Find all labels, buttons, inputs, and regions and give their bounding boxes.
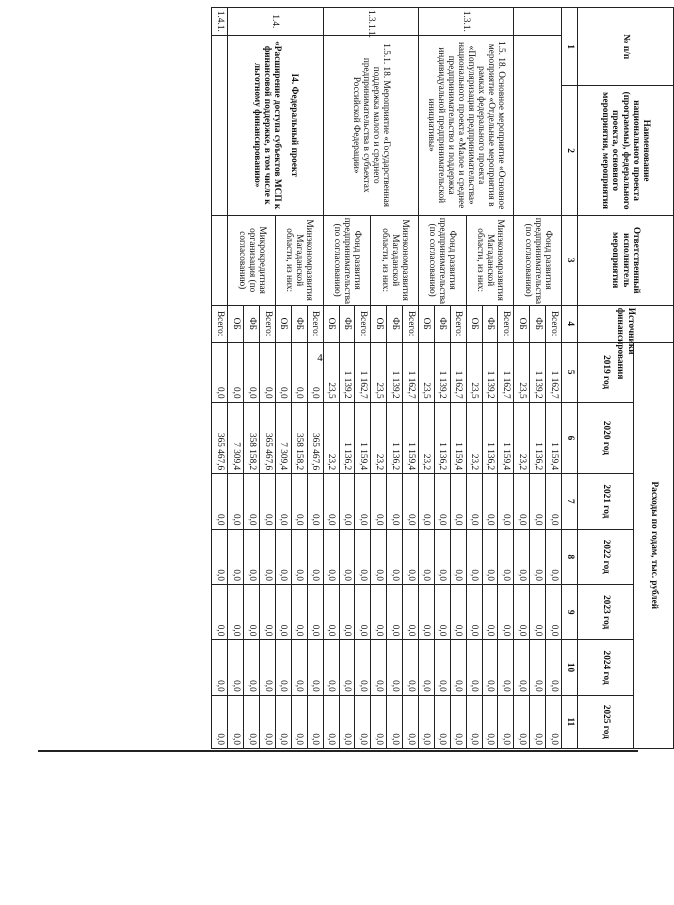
row-value: 0,0 [339,474,355,529]
row-value: 0,0 [371,474,387,529]
row-value: 0,0 [244,474,260,529]
row-value: 1 159,4 [450,402,466,474]
row-value: 0,0 [466,474,482,529]
header-year: 2024 год [578,640,634,695]
row-value: 0,0 [260,529,276,584]
row-value: 0,0 [275,529,291,584]
row-source: ОБ [275,305,291,342]
row-value: 0,0 [530,695,546,748]
row-value: 1 162,7 [403,342,419,402]
row-value: 23,2 [418,402,434,474]
header-year: 2023 год [578,584,634,639]
row-value: 0,0 [466,584,482,639]
row-value: 0,0 [275,584,291,639]
row-value: 0,0 [482,474,498,529]
row-executor: Минэкономразвития Магаданской области, из них: [275,215,323,305]
row-value: 0,0 [228,342,244,402]
row-value: 0,0 [546,640,562,695]
row-value: 0,0 [530,584,546,639]
row-name [514,35,562,215]
row-name: 1.5. 18. Основное мероприятие «Основное мероприятие «Отдельные мероприятия в рамках федерального проекта «Популяризация предпринимательства» национального проекта «Малое и среднее предпринимательство и поддержка индивидуальной предпринимательской инициативы» [418,35,513,215]
row-executor [212,215,228,305]
row-value: 0,0 [291,474,307,529]
row-value: 0,0 [212,695,228,748]
row-value: 0,0 [450,640,466,695]
row-number: 1.4.1. [212,8,228,36]
row-name [228,35,323,215]
header-expenses: Расходы по годам, тыс. рублей [634,342,674,748]
row-value: 0,0 [307,695,323,748]
table-row [546,8,562,749]
row-source: Всего: [355,305,371,342]
row-source: Всего: [260,305,276,342]
row-value: 365 467,6 [212,402,228,474]
column-number: 5 [562,342,578,402]
row-value: 0,0 [355,640,371,695]
row-value: 0,0 [260,474,276,529]
row-value: 0,0 [291,529,307,584]
table-row [403,8,419,749]
row-value: 0,0 [291,584,307,639]
row-source: ФБ [434,305,450,342]
row-value: 0,0 [307,640,323,695]
row-source: ФБ [482,305,498,342]
row-executor: Минэкономразвития Магаданской области, из них: [371,215,419,305]
row-value: 0,0 [323,474,339,529]
row-value: 0,0 [371,584,387,639]
row-value: 7 309,4 [275,402,291,474]
row-value: 0,0 [275,474,291,529]
row-value: 0,0 [434,529,450,584]
row-number: 1.3.1.1. [323,8,418,36]
row-value: 0,0 [371,529,387,584]
row-value: 0,0 [387,640,403,695]
row-value: 0,0 [403,584,419,639]
row-value: 0,0 [482,695,498,748]
row-source: Всего: [307,305,323,342]
row-value: 0,0 [434,584,450,639]
row-value: 1 139,2 [339,342,355,402]
row-value: 0,0 [228,529,244,584]
row-value: 0,0 [291,640,307,695]
row-value: 0,0 [434,640,450,695]
row-value: 0,0 [228,584,244,639]
column-number: 11 [562,695,578,748]
row-number [514,8,562,36]
row-value: 0,0 [530,640,546,695]
row-value: 0,0 [450,584,466,639]
row-number: 1.4. [228,8,323,36]
row-value: 1 159,4 [498,402,514,474]
row-value: 1 136,2 [387,402,403,474]
row-value: 0,0 [307,584,323,639]
header-name: Наименование национального проекта (программы), федерального проекта, основного мероприятия, мероприятия [578,86,674,215]
row-name: 1.5.1. 18. Мероприятие «Государственная поддержка малого и среднего предпринимательства в субъектах Российской Федерации» [323,35,418,215]
row-executor: Фонд развития предпринимательства (по согласованию) [514,215,562,305]
column-number: 1 [562,8,578,86]
row-value: 0,0 [212,342,228,402]
row-value: 0,0 [244,640,260,695]
row-value: 0,0 [355,695,371,748]
column-number: 2 [562,86,578,215]
row-value: 0,0 [387,529,403,584]
row-value: 0,0 [403,529,419,584]
row-source: ФБ [530,305,546,342]
row-value: 23,2 [466,402,482,474]
table-row [498,8,514,749]
row-value: 0,0 [546,695,562,748]
row-source: ОБ [323,305,339,342]
row-source: ОБ [371,305,387,342]
row-value: 0,0 [498,584,514,639]
row-value: 358 158,2 [244,402,260,474]
row-value: 0,0 [355,474,371,529]
row-value: 0,0 [275,640,291,695]
row-value: 0,0 [291,695,307,748]
row-value: 1 136,2 [482,402,498,474]
row-value: 0,0 [244,584,260,639]
row-value: 0,0 [418,529,434,584]
row-source: ОБ [228,305,244,342]
row-value: 0,0 [244,342,260,402]
row-source: Всего: [450,305,466,342]
header-executor: Ответственный исполнитель мероприятия [578,215,674,305]
row-value: 0,0 [530,474,546,529]
row-value: 0,0 [434,695,450,748]
row-source: Всего: [403,305,419,342]
row-value: 0,0 [260,640,276,695]
row-value: 0,0 [307,342,323,402]
row-value: 0,0 [403,640,419,695]
row-value: 1 136,2 [434,402,450,474]
row-value: 0,0 [212,584,228,639]
row-value: 0,0 [546,584,562,639]
row-value: 0,0 [514,640,530,695]
column-number: 6 [562,402,578,474]
header-year: 2019 год [578,342,634,402]
row-value: 23,5 [514,342,530,402]
row-value: 1 162,7 [498,342,514,402]
row-source: ОБ [514,305,530,342]
row-value: 0,0 [260,342,276,402]
federal-project-name: «Расширение доступа субъектов МСП к финансовой поддержке, в том числе к льготному финансированию» [252,41,283,210]
row-value: 0,0 [530,529,546,584]
column-number: 3 [562,215,578,305]
header-year: 2025 год [578,695,634,748]
row-value: 0,0 [244,695,260,748]
row-source: ФБ [244,305,260,342]
row-value: 0,0 [387,695,403,748]
row-value: 0,0 [260,584,276,639]
row-value: 0,0 [403,695,419,748]
row-value: 7 309,4 [228,402,244,474]
row-value: 0,0 [546,529,562,584]
row-source: Всего: [212,305,228,342]
federal-project-title: I4. Федеральный проект [288,73,299,177]
row-name [212,35,228,215]
row-value: 1 162,7 [450,342,466,402]
row-value: 1 162,7 [546,342,562,402]
row-executor: Минэкономразвития Магаданской области, из них: [466,215,514,305]
row-value: 0,0 [482,529,498,584]
row-value: 0,0 [418,584,434,639]
expenses-table [211,7,674,749]
row-value: 23,5 [371,342,387,402]
row-value: 0,0 [466,695,482,748]
row-value: 1 136,2 [339,402,355,474]
row-value: 0,0 [514,695,530,748]
row-value: 0,0 [418,695,434,748]
row-value: 0,0 [307,474,323,529]
row-value: 0,0 [275,695,291,748]
row-value: 0,0 [355,529,371,584]
row-source: ФБ [387,305,403,342]
row-value: 0,0 [450,529,466,584]
row-value: 0,0 [339,584,355,639]
row-value: 365 467,6 [260,402,276,474]
table-area [173,7,674,749]
row-value: 23,2 [371,402,387,474]
row-value: 23,2 [323,402,339,474]
row-value: 0,0 [482,584,498,639]
row-value: 1 159,4 [546,402,562,474]
column-number: 7 [562,474,578,529]
row-value: 0,0 [450,695,466,748]
row-value: 0,0 [466,640,482,695]
row-value: 0,0 [498,529,514,584]
row-value: 0,0 [418,474,434,529]
row-source: ОБ [418,305,434,342]
row-value: 1 136,2 [530,402,546,474]
row-value: 0,0 [212,474,228,529]
row-value: 0,0 [498,640,514,695]
header-source: Источники финансирования [578,305,674,342]
row-value: 0,0 [291,342,307,402]
row-value: 1 159,4 [355,402,371,474]
row-value: 0,0 [371,640,387,695]
row-value: 0,0 [403,474,419,529]
header-year: 2022 год [578,529,634,584]
row-executor: Фонд развития предпринимательства (по согласованию) [418,215,466,305]
row-value: 1 139,2 [530,342,546,402]
row-value: 0,0 [307,529,323,584]
row-value: 0,0 [418,640,434,695]
column-number: 10 [562,640,578,695]
header-year: 2020 год [578,402,634,474]
row-value: 358 158,2 [291,402,307,474]
row-source: ОБ [466,305,482,342]
row-value: 23,5 [323,342,339,402]
row-source: Всего: [546,305,562,342]
column-number: 8 [562,529,578,584]
row-value: 0,0 [546,474,562,529]
row-source: ФБ [339,305,355,342]
page-number: 4 [317,352,323,364]
row-value: 0,0 [339,640,355,695]
row-value: 0,0 [514,584,530,639]
row-value: 1 162,7 [355,342,371,402]
horizontal-rule [38,750,638,752]
row-value: 0,0 [212,640,228,695]
row-value: 0,0 [434,474,450,529]
row-value: 0,0 [514,529,530,584]
row-value: 1 159,4 [403,402,419,474]
row-value: 0,0 [482,640,498,695]
row-value: 0,0 [228,640,244,695]
row-value: 0,0 [228,695,244,748]
column-number: 4 [562,305,578,342]
row-value: 0,0 [355,584,371,639]
row-value: 23,5 [466,342,482,402]
row-value: 23,5 [418,342,434,402]
row-value: 0,0 [387,474,403,529]
row-value: 0,0 [339,695,355,748]
row-value: 1 139,2 [482,342,498,402]
row-value: 365 467,6 [307,402,323,474]
row-value: 0,0 [498,695,514,748]
header-year: 2021 год [578,474,634,529]
row-value: 0,0 [498,474,514,529]
row-number: 1.3.1. [418,8,513,36]
row-value: 1 139,2 [387,342,403,402]
header-number: № п/п [578,8,674,86]
row-value: 0,0 [212,529,228,584]
row-value: 0,0 [275,342,291,402]
row-value: 0,0 [466,529,482,584]
table-row [212,8,228,749]
row-source: Всего: [498,305,514,342]
row-value: 0,0 [228,474,244,529]
row-value: 1 139,2 [434,342,450,402]
row-source: ФБ [291,305,307,342]
row-value: 0,0 [371,695,387,748]
row-value: 0,0 [244,529,260,584]
row-value: 0,0 [323,640,339,695]
row-executor: Фонд развития предпринимательства (по согласованию) [323,215,371,305]
row-value: 0,0 [387,584,403,639]
row-value: 0,0 [323,584,339,639]
row-value: 0,0 [323,529,339,584]
row-executor: Микрокредитная организация (по согласованию) [228,215,276,305]
table-row [307,8,323,749]
row-value: 0,0 [450,474,466,529]
row-value: 23,2 [514,402,530,474]
row-value: 0,0 [339,529,355,584]
row-value: 0,0 [323,695,339,748]
column-number: 9 [562,584,578,639]
row-value: 0,0 [260,695,276,748]
row-value: 0,0 [514,474,530,529]
